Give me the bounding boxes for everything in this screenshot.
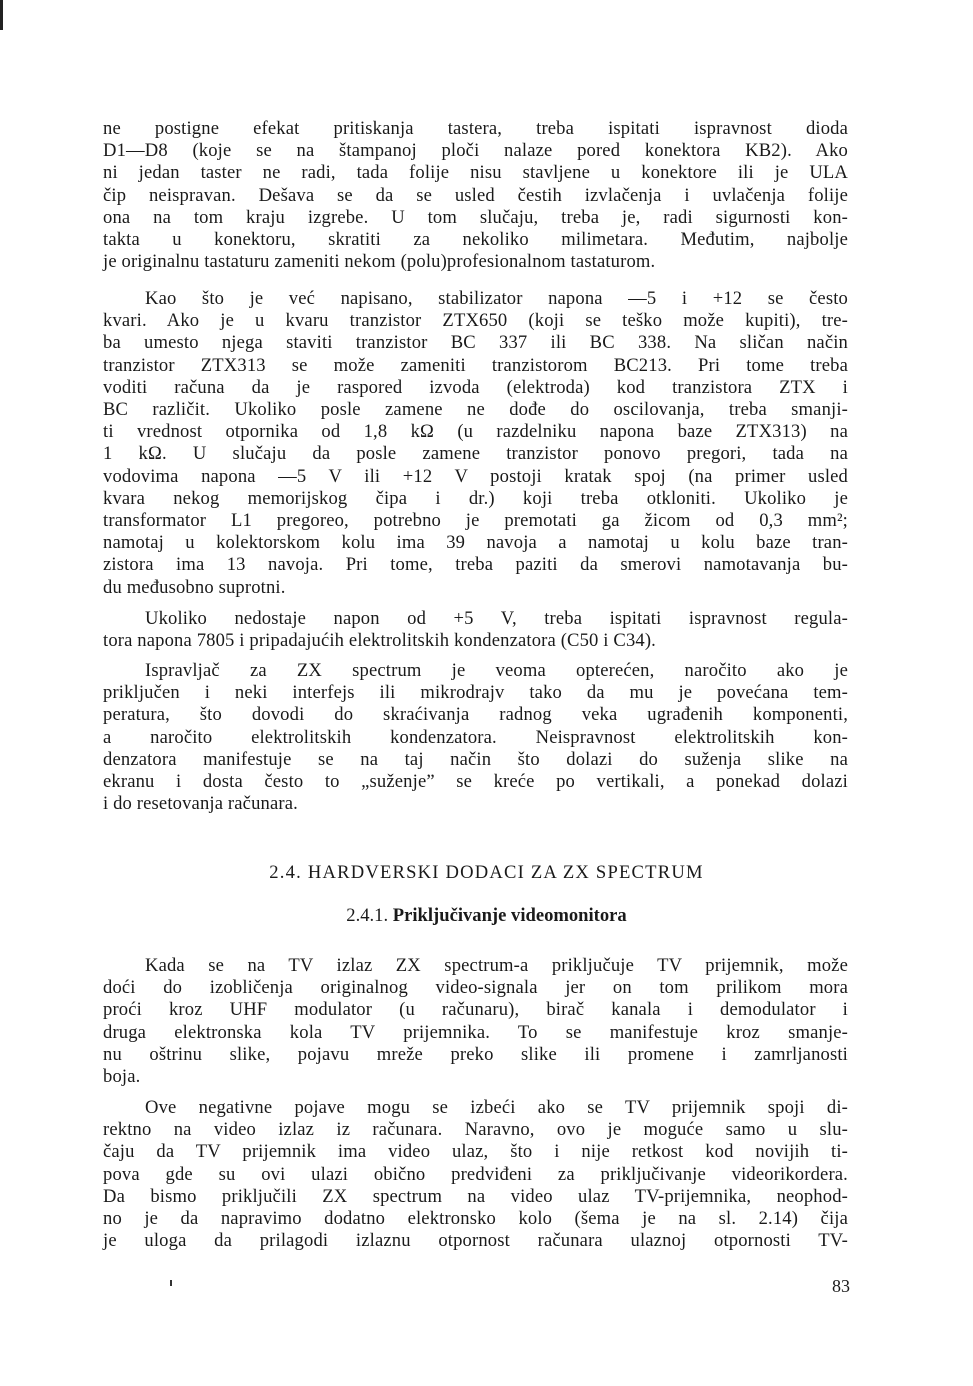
text-line: ne postigne efekat pritiskanja tastera, treba ispitati ispravnost dioda <box>103 118 848 139</box>
text-line: zistora ima 13 navoja. Pri tome, treba paziti da smerovi namotavanja bu- <box>103 554 848 576</box>
text-line: druga elektronska kola TV prijemnika. To se manifestuje kroz smanje- <box>103 1021 848 1043</box>
text-line: voditi računa da je raspored izvoda (elektroda) kod tranzistora ZTX i <box>103 376 848 398</box>
text-line: Da bismo priključili ZX spectrum na video ulaz TV-prijemnika, neophod- <box>103 1185 848 1207</box>
text-line: D1—D8 (koje se na štampanoj ploči nalaze pored konektora KB2). Ako <box>103 140 848 162</box>
section-heading: 2.4. HARDVERSKI DODACI ZA ZX SPECTRUM <box>269 862 704 883</box>
paragraph-diode-check <box>103 118 848 273</box>
text-line: čip neispravan. Dešava se da se usled čestih izvlačenja i uvlačenja folije <box>103 184 848 206</box>
paragraph-5v-regulator <box>103 608 848 652</box>
text-line: tranzistor ZTX313 se može zameniti tranzistorom BC213. Pri tome treba <box>103 354 848 376</box>
text-line: transformator L1 pregoreo, potrebno je premotati ga žicom od 0,3 mm²; <box>103 510 848 532</box>
text-line: denzatora manifestuje se na taj način što dolazi do suženja slike na <box>103 748 848 770</box>
text-line: pova gde su ovi ulazi obično predviđeni za priključivanje videorikordera. <box>103 1163 848 1185</box>
subsection-number: 2.4.1. <box>346 905 389 926</box>
text-line: kvari. Ako je u kvaru tranzistor ZTX650 (koji se teško može kupiti), tre- <box>103 310 848 332</box>
subsection-heading <box>0 905 973 927</box>
binding-edge-mark <box>0 0 3 30</box>
text-line: Ispravljač za ZX spectrum je veoma opterećen, naročito ako je <box>145 660 848 681</box>
text-line: no je da napravimo dodatno elektronsko kolo (šema je na sl. 2.14) čija <box>103 1208 848 1230</box>
text-line: čaju da TV prijemnik ima video ulaz, što i nije retkost kod novijih ti- <box>103 1141 848 1163</box>
text-line: vodovima napona —5 V ili +12 V postoji kratak spoj (na primer usled <box>103 465 848 487</box>
text-line: doći do izobličenja originalnog video-signala jer on tom prilikom mora <box>103 977 848 999</box>
text-line: BC različit. Ukoliko posle zamene ne dođe do oscilovanja, treba smanji- <box>103 399 848 421</box>
text-line: ti vrednost otpornika od 1,8 kΩ (u razdelniku napona baze ZTX313) na <box>103 421 848 443</box>
text-line: nu oštrinu slike, pojavu mreže preko slike ili promene i zamrljanosti <box>103 1043 848 1065</box>
stray-mark <box>170 1280 172 1286</box>
text-line: je uloga da prilagodi izlaznu otpornost računara ulaznoj otpornosti TV- <box>103 1230 848 1252</box>
paragraph-tv-distortion <box>103 955 848 1088</box>
paragraph-rectifier <box>103 660 848 815</box>
text-line: Ukoliko nedostaje napon od +5 V, treba ispitati ispravnost regula- <box>145 608 848 629</box>
text-line: a naročito elektrolitskih kondenzatora. Neispravnost elektrolitskih kon- <box>103 726 848 748</box>
text-line: Kada se na TV izlaz ZX spectrum-a priključuje TV prijemnik, može <box>145 955 848 976</box>
text-line: ona na tom kraju izgrebe. U tom slučaju, treba je, radi sigurnosti kon- <box>103 206 848 228</box>
text-line: namotaj u kolektorskom kolu ima 39 navoja a namotaj u kolu baze tran- <box>103 532 848 554</box>
text-line: du međusobno suprotni. <box>103 576 286 598</box>
text-line: priključen i neki interfejs ili mikrodrajv tako da mu je povećana tem- <box>103 682 848 704</box>
text-line: ekranu i dosta često to „suženje” se kreće po vertikali, a ponekad dolazi <box>103 771 848 793</box>
text-line: Ove negativne pojave mogu se izbeći ako se TV prijemnik spoji di- <box>145 1097 848 1118</box>
page-number: 83 <box>832 1276 850 1296</box>
text-line: ba umesto njega staviti tranzistor BC 337 ili BC 338. Na sličan način <box>103 332 848 354</box>
text-line: ni jedan taster ne radi, tada folije nisu stavljene u konektore ili je ULA <box>103 162 848 184</box>
paragraph-video-input <box>103 1097 848 1252</box>
text-line: takta u konektoru, skratiti za nekoliko milimetara. Međutim, najbolje <box>103 229 848 251</box>
text-line: rektno na video izlaz iz računara. Naravno, ovo je moguće samo u slu- <box>103 1119 848 1141</box>
text-line: tora napona 7805 i pripadajućih elektrolitskih kondenzatora (C50 i C34). <box>103 630 656 652</box>
text-line: je originalnu tastaturu zameniti nekom (polu)profesionalnom tastaturom. <box>103 251 656 273</box>
text-line: proći kroz UHF modulator (u računaru), birač kanala i demodulator i <box>103 999 848 1021</box>
text-line: boja. <box>103 1066 141 1088</box>
text-line: peratura, što dovodi do skraćivanja radnog veka ugrađenih komponenti, <box>103 704 848 726</box>
text-line: Kao što je već napisano, stabilizator napona —5 i +12 se često <box>145 288 848 309</box>
paragraph-voltage-stabilizer <box>103 288 848 599</box>
text-line: i do resetovanja računara. <box>103 793 298 815</box>
text-line: 1 kΩ. U slučaju da posle zamene tranzistor ponovo pregori, tada na <box>103 443 848 465</box>
subsection-title: Priključivanje videomonitora <box>392 905 627 926</box>
text-line: kvara nekog memorijskog čipa i dr.) koji treba otkloniti. Ukoliko je <box>103 487 848 509</box>
